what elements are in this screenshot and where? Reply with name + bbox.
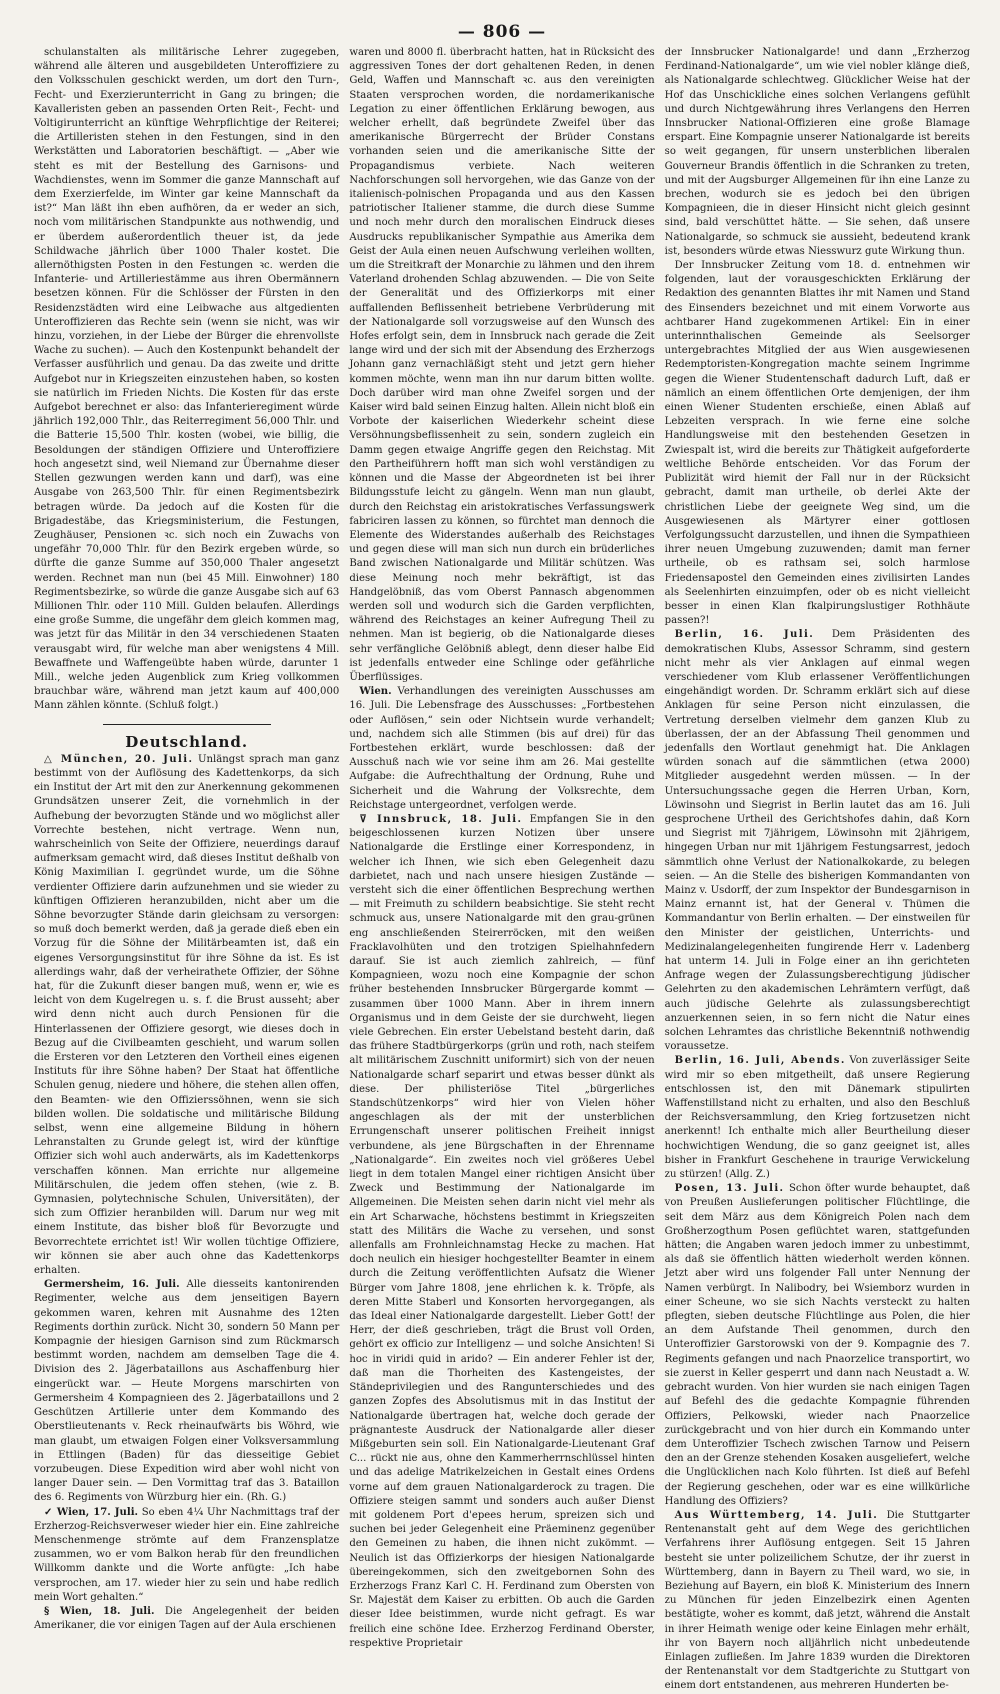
article-innsbruck: [349, 813, 654, 1651]
article-wuerttemberg-text: Die Stuttgarter Rentenanstalt geht auf dem Wege des gerichtlichen Verfahrens ihrer Auflösung entgegen. Seit 15 Jahren besteht sie unter polizeilichem Schutze, der ihr zuerst in Württemberg, dann in Bayern zu Theil ward, wo sie, in Beziehung auf Bayern, ein bloß K. Ministerium des Innern zu München für jeden Einzelbezirk einen Agenten bestätigte, woher es kommt, daß jetzt, während die Anstalt in ihrer Heimath wenige oder keine Einlagen mehr erhält, ihr von Bayern noch alljährlich nicht unbedeutende Einlagen zufließen. Im Jahre 1839 wurden die Direktoren der Rentenanstalt vor dem Stadtgerichte zu Stuttgart von einem dort entstandenen, aus mehreren Hunderten be-: [664, 1509, 970, 1692]
dateline-wuerttemberg: Aus Württemberg, 14. Juli.: [674, 1509, 879, 1521]
columns: [34, 46, 970, 1692]
dateline-berlin-1: Berlin, 16. Juli.: [674, 629, 815, 641]
dateline-wien-18: § Wien, 18. Juli.: [44, 1605, 155, 1617]
column-1: [34, 46, 340, 1632]
dateline-posen: Posen, 13. Juli.: [674, 1183, 785, 1195]
dateline-wien: Wien.: [359, 686, 392, 698]
article-innsbruck-continuation: der Innsbrucker Nationalgarde! und dann „Erzherzog Ferdinand-Nationalgarde“, um wie viel nobler klänge dieß, als Nationalgarde schlechtweg. Glücklicher Weise hat der Hof das Unschickliche eines solchen Verlangens gefühlt und durch Nichtgewährung ihres Verlangens den Herren Innsbrucker National-Offizieren eine große Blamage erspart. Eine Kompagnie unserer Nationalgarde ist bereits so weit gegangen, für unsern unsterblichen liberalen Gouverneur Brandis öffentlich in die Schranken zu treten, und mit der Augsburger Allgemeinen für ihn eine Lanze zu brechen, wodurch sie es jedoch bei den übrigen Kompagnieen, die in dieser Hinsicht nicht gleich gesinnt sind, bald verschüttet hätte. — Sie sehen, daß unsere Nationalgarde, so schmuck sie aussieht, bedeutend krank ist, besonders würde etwas Niesswurz gute Wirkung thun.: [664, 47, 970, 257]
article-innsbruck-text: Empfangen Sie in den beigeschlossenen kurzen Notizen über unsere Nationalgarde die Erstlinge einer Korrespondenz, in welcher ich Ihnen, wie sich eben Gelegenheit dazu darbietet, nach und nach unsere hiesigen Zustände — versteht sich die einer öffentlichen Besprechung werthen — mit Freimuth zu schildern beabsichtige. Sie steht recht schmuck aus, unsere Nationalgarde mit den grau-grünen eng anschließenden Steirerröcken, mit den weißen Fracklavolhüten und den trotzigen Spielhahnfedern darauf. Sie ist auch ziemlich zahlreich, — fünf Kompagnieen, wozu noch eine Kompagnie der schon früher bestehenden Innsbrucker Bürgergarde kommt — zusammen über 1000 Mann. Aber in ihrem innern Organismus und in dem Geiste der sie durchweht, liegen viele Gebrechen. Ein erster Uebelstand besteht darin, daß das frühere Stadtbürgerkorps (grün und roth, nach steifem alt militärischem Zuschnitt uniformirt) sich von der neuen Nationalgarde scharf separirt und etwas besser dünkt als diese. Der philisteriöse Titel „bürgerliches Standschützenkorps“ wird hier von Vielen höher angeschlagen als der mit der unsterblichen Errungenschaft unserer politischen Freiheit innigst verbundene, als jene Bürgschaften in der Ehrenname „Nationalgarde“. Ein zweites noch viel größeres Uebel liegt in dem totalen Mangel einer richtigen Ansicht über Zweck und Bestimmung der Nationalgarde im Allgemeinen. Die Meisten sehen darin nicht viel mehr als ein Art Scharwache, höchstens bestimmt in Kriegszeiten statt des Militärs die Wache zu versehen, und sonst allenfalls am Frohnleichnamstag Hecke zu machen. Hat doch neulich ein hiesiger hochgestellter Beamter in einem durch die Zeitung veröffentlichten Aufsatz die Wiener Bürger vom Jahre 1808, jene ehrlichen k. k. Tröpfe, als deren Mitte Staberl und Konsorten hervorgegangen, als das Ideal einer Nationalgarde dargestellt. Lieber Gott! der Herr, der dieß geschrieben, trägt die Brust voll Orden, gehört ex officio zur Intelligenz — und solche Ansichten! Si hoc in viridi quid in arido? — Ein anderer Fehler ist der, daß man die Thorheiten des Kastengeistes, der Ständeprivilegien und des Rangunterschiedes und des ganzen Zopfes des Absolutismus mit in das Institut der Nationalgarde übertragen hat, welche doch gerade der prägnanteste Ausdruck der Nationalgarde aller dieser Mißgeburten sein soll. Ein Nationalgarde-Lieutenant Graf C... rückt nie aus, ohne den Kammerherrnschlüssel hinten und das adelige Matrikelzeichen in Gestalt eines Ordens vorne auf dem grauen Nationalgarderock zu tragen. Die Offiziere steigen sammt und sonders auch außer Dienst mit goldenem Port d'epees herum, spreizen sich und suchen bei jeder Gelegenheit eine Präeminenz gegenüber den Gemeinen zu haben, die ihnen nicht zukömmt. — Neulich ist das Offizierkorps der hiesigen Nationalgarde übereingekommen, sich den zweitgebornen Sohn des Erzherzogs Franz Karl C. H. Ferdinand zum Obersten von Sr. Majestät dem Kaiser zu erbitten. Ob auch die Garden dieser Idee beistimmen, wurde nicht gefragt. Es war freilich eine schöne Idee. Erzherzog Ferdinand Oberster, respektive Proprietair: [349, 813, 655, 1649]
article-posen-text: Schon öfter wurde behauptet, daß von Preußen Auslieferungen politischer Flüchtlinge, die seit dem März aus dem Königreich Polen nach dem Großherzogthum Posen geflüchtet waren, stattgefunden hätten; die Angaben waren jedoch immer zu unbestimmt, als daß sie öffentlich hätten wiederholt werden können. Jetzt aber wird uns folgender Fall unter Nennung der Namen verbürgt. In Nalibodry, bei Wsiemborz wurden in einer Scheune, wo sie sich Nachts versteckt zu halten pflegten, sieben deutsche Flüchtlinge aus Polen, die hier an dem Aufstande Theil genommen, durch den Unteroffizier Garstorowski von der 9. Kompagnie des 7. Regiments gefangen und nach Pnaorzelice transportirt, wo sie zuerst in Keller gesperrt und dann nach Neustadt a. W. gebracht wurden. Von hier wurden sie nach einigen Tagen auf Befehl des die gedachte Kompagnie führenden Offiziers, Pelkowski, wieder nach Pnaorzelice zurückgebracht und von hier durch ein Kommando unter dem Unteroffizier Tschech zwischen Tarnow und Peisern den an der Grenze stehenden Kosaken ausgeliefert, welche die Unglücklichen nach Kolo führten. Ist dieß auf Befehl der Regierung geschehen, oder war es eine willkürliche Handlung des Offiziers?: [664, 1183, 970, 1507]
article-berlin-2-text: Von zuverlässiger Seite wird mir so eben mitgetheilt, daß unsere Regierung entschlossen ist, den mit Dänemark stipulirten Waffenstillstand nicht zu erhalten, und also den Beschluß der Reichsversammlung, den Krieg fortzusetzen nicht anerkennt! Ich enthalte mich aller Beurtheilung dieser hochwichtigen Wendung, die so ganz geeignet ist, alles bisher in Frankfurt Geschehene in traurige Verwickelung zu stürzen! (Allg. Z.): [664, 1055, 970, 1181]
column-3: [664, 46, 970, 1692]
article-wien-17-text: So eben 4¼ Uhr Nachmittags traf der Erzherzog-Reichsverweser wieder hier ein. Eine zahlreiche Menschenmenge strömte auf dem Franzensplatze zusammen, wo er vom Balkon herab für den freundlichen Willkomm dankte und die Worte anfügte: „Ich habe versprochen, am 17. wieder hier zu sein und habe redlich mein Wort gehalten.“: [34, 1506, 340, 1603]
article-wien-18: [34, 1605, 339, 1633]
dateline-innsbruck: ⊽ Innsbruck, 18. Juli.: [359, 813, 523, 825]
page-number: — 806 —: [457, 22, 547, 42]
article-innsbrucker-zeitung: Der Innsbrucker Zeitung vom 18. d. entnehmen wir folgenden, laut der vorausgeschickten Erklärung der Redaktion des genannten Blattes ihr mit Namen und Stand des Einsenders bezeichnet und mit einem Vorworte aus achtbarer Hand zugekommenen Artikel: Ein in einer unterinnthalischen Gemeinde als Seelsorger untergebrachtes Mitglied der aus Wien ausgewiesenen Redemptoristen-Kongregation machte seinem Ingrimme gegen die Wiener Studentenschaft dadurch Luft, daß er nämlich an einem öffentlichen Orte demjenigen, der ihm einen Wiener Studenten erschieße, einen Ablaß auf Lebzeiten versprach. In wie ferne eine solche Handlungsweise mit den bestehenden Gesetzen in Zwiespalt ist, wird die bereits zur Thätigkeit aufgeforderte weltliche Behörde entscheiden. Vor das Forum der Publizität wird hiemit der Fall nur in der Rücksicht gebracht, damit man urtheile, ob derlei Akte der christlichen Liebe der geeignete Weg sind, um die Ausgewiesenen als Märtyrer einer gottlosen Verfolgungssucht darzustellen, und ihnen die Sympathieen ihrer neuen Umgebung zuzuwenden; damit man ferner urtheile, ob es rathsam sei, solch harmlose Friedensapostel den Gemeinden eines zivilisirten Landes als Seelenhirten einzuimpfen, oder ob es nicht vielleicht besser in einen Klan fkalpirungslustiger Rothhäute passen?!: [664, 260, 970, 627]
article-muenchen: [34, 753, 339, 1279]
page-number-value: 806: [482, 22, 522, 42]
dateline-wien-17: ✓ Wien, 17. Juli.: [44, 1506, 139, 1518]
article-posen: [665, 1182, 970, 1509]
dateline-muenchen: △ München, 20. Juli.: [44, 753, 194, 765]
article-muenchen-text: Unlängst sprach man ganz bestimmt von der Auflösung des Kadettenkorps, da sich ein Institut der Art mit den zur Anerkennung gekommenen Grundsätzen unserer Zeit, die vornehmlich in der Aufhebung der bevorzugten Stände und wo möglichst aller Vorrechte bestehen, nicht vertrage. Wenn nun, wahrscheinlich von Seite der Offiziere, neuerdings darauf aufmerksam gemacht wird, daß dieses Institut deßhalb von König Maximilian I. gegründet wurde, um die Söhne verdienter Offiziere darin aufzunehmen und sie wieder zu künftigen Offizieren heranzubilden, nicht aber um die Söhne bevorzugter Stände darin gleichsam zu versorgen: so muß doch bemerkt werden, daß ja gerade dieß eben ein Vorzug für die Söhne der Militärbeamten ist, daß ein eigenes Versorgungsinstitut für ihre Söhne da ist. Es ist allerdings wahr, daß der verheirathete Offizier, der Söhne hat, für die Zukunft dieser bangen muß, wenn er, wie es leicht von dem Kugelregen u. s. f. die Brust ausseht; aber wird denn nicht auch durch Pensionen für die Hinterlassenen der Offiziere gesorgt, wie dieses doch in Bezug auf die Civilbeamten geschieht, und warum sollen die Ersteren vor den Letzteren den Vortheil eines eigenen Instituts für ihre Söhne haben? Der Staat hat öffentliche Schulen genug, niedere und höhere, die stehen allen offen, den Beamten- wie den Offizierssöhnen, wenn sie sich bilden wollen. Die soldatische und militärische Bildung selbst, wenn eine allgemeine Bildung in höhern Lehranstalten zu Grunde gelegt ist, wird der künftige Offizier sich wohl auch anderwärts, als im Kadettenkorps verschaffen können. Man errichte nur allgemeine Militärschulen, die jedem offen stehen, (wie z. B. Gymnasien, polytechnische Schulen, Universitäten), der sich zum Offizier heranbilden will. Darum nur weg mit einem Institute, das bisher bloß für Bevorzugte und Bevorrechtete errichtet ist! Wir wollen tüchtige Offiziere, wir können sie aber auch ohne das Kadettenkorps erhalten.: [34, 753, 340, 1277]
article-wien-continuation: waren und 8000 fl. überbracht hatten, hat in Rücksicht des aggressiven Tones der dort gehaltenen Reden, in denen Geld, Waffen und Mannschaft ꝛc. aus den vereinigten Staaten versprochen worden, die nordamerikanische Legation zu einer öffentlichen Erklärung bewogen, aus welcher erhellt, daß begründete Zweifel über das amerikanische Bürgerrecht der Brüder Constans vorhanden seien und die amerikanische Sitte der Propagandismus verbiete. Nach weiteren Nachforschungen soll hervorgehen, wie das Ganze von der italienisch-polnischen Propaganda und aus den Kassen patriotischer Italiener stamme, die durch diese Summe und noch mehr durch den moralischen Eindruck dieses Ausdrucks republikanischer Sympathie aus Amerika dem Geist der Aula einen neuen Aufschwung verleihen wollten, um die Streitkraft der Monarchie zu lähmen und den ihrem Vaterland drohenden Schlag abzuwenden. — Die von Seite der Generalität und des Offizierkorps mit einer auffallenden Beflissenheit betriebene Verbrüderung mit der Nationalgarde soll vorzugsweise auf den Wunsch des Hofes erfolgt sein, dem in Innsbruck nach gerade die Zeit lange wird und der sich mit der Absendung des Erzherzogs Johann ganz vernachläßigt steht und jetzt gern hieher kommen möchte, wenn man ihn nur darum bitten wollte. Doch darüber wird man ohne Zweifel sorgen und der Kaiser wird bald seinen Einzug halten. Allein nicht bloß ein Vorbote der kaiserlichen Wiederkehr scheint diese Versöhnungsbeflissenheit zu sein, sondern zugleich ein Damm gegen etwaige Angriffe gegen den Reichstag. Mit den Partheiführern hofft man sich wohl verständigen zu können und die Masse der Abgeordneten ist bei ihrer Bildungsstufe leicht zu gängeln. Wenn man nun glaubt, durch den Reichstag ein aristokratisches Verfassungswerk fabriciren lassen zu können, so fürchtet man dennoch die Elemente des Widerstandes außerhalb des Reichstages und gegen diese will man sich nun durch ein brüderliches Band zwischen Nationalgarde und Militär schützen. Was diese Meinung noch mehr bekräftigt, ist das Handgelöbniß, das vom Oberst Pannasch abgenommen werden soll und wodurch sich die Garden verpflichten, während des Reichstages an keiner Aufregung Theil zu nehmen. Man ist begierig, ob die Nationalgarde dieses sehr verfängliche Gelöbniß ablegt, denn dieser halbe Eid ist jedenfalls entweder eine Schlinge oder gefährliche Überflüssiges.: [349, 47, 655, 683]
article-germersheim-text: Alle diesseits kantonirenden Regimenter, welche aus dem jenseitigen Bayern gekommen waren, kehren mit Ausnahme des 12ten Regiments dorthin zurück. Nicht 30, sondern 50 Mann per Kompagnie der hiesigen Garnison sind zum Rückmarsch bestimmt worden, nachdem am demselben Tage die 4. Division des 2. Jägerbataillons aus Aschaffenburg hier eingerückt war. — Heute Morgens marschirten von Germersheim 4 Kompagnieen des 2. Jägerbataillons und 2 Geschützen Artillerie unter dem Kommando des Oberstlieutenants v. Reck rheinaufwärts bis Wöhrd, wie man glaubt, um etwaigen Folgen einer Volksversammlung in Ettlingen (Baden) für das diesseitige Gebiet vorzubeugen. Diese Expedition wird aber wohl nicht von langer Dauer sein. — Den Vormittag traf das 3. Bataillon des 6. Regiments von Würzburg hier ein. (Rh. G.): [34, 1279, 340, 1504]
article-wien-17: [34, 1506, 339, 1605]
article-berlin-1-text: Dem Präsidenten des demokratischen Klubs, Assessor Schramm, sind gestern nicht mehr als vier Anklagen auf einmal wegen verschiedener vom Klub erlassener Veröffentlichungen eingehändigt worden. Dr. Schramm erklärt sich auf diese Anklagen für seine Person nicht einzulassen, die Vertretung derselben vielmehr dem ganzen Klub zu überlassen, der an der Abfassung Theil genommen und jedenfalls den Wortlaut genehmigt hat. Die Anklagen würden sonach auf die sämmtlichen (etwa 2000) Mitglieder ausgedehnt werden müssen. — In der Untersuchungssache gegen die Herren Urban, Korn, Löwinsohn und Siegrist in Berlin lautet das am 16. Juli gesprochene Urtheil des Gerichtshofes dahin, daß Korn und Siegrist mit 7jährigem, Löwinsohn mit 2jährigem, hingegen Urban nur mit 1jährigem Festungsarrest, jedoch sämmtlich ohne Verlust der Nationalkokarde, zu belegen seien. — An die Stelle des bisherigen Kommandanten von Mainz v. Usdorff, der zum Inspektor der Bundesgarnison in Mainz ernannt ist, hat der General v. Thümen die Kommandantur von Berlin erhalten. — Der einstweilen für den Minister der geistlichen, Unterrichts- und Medizinalangelegenheiten fungirende Herr v. Ladenberg hat unterm 14. Juli in Folge einer an ihn gerichteten Anfrage wegen der Zulassungsberechtigung jüdischer Gelehrten zu den akademischen Lehrämtern verfügt, daß auch jüdische Gelehrte als zulassungsberechtigt anzuerkennen seien, in so fern nicht die Natur eines solchen Lehramtes das christliche Bekenntniß nothwendig voraussetze.: [664, 629, 970, 1053]
article-militia-continuation: schulanstalten als militärische Lehrer zugegeben, während alle älteren und ausgebildeten Unteroffiziere zu den Volksschulen geschickt werden, um dort den Turn-, Fecht- und Exerzierunterricht in Gang zu bringen; die Kavalleristen geben an passenden Orten Reit-, Fecht- und Voltigirunterricht an künftige Wehrpflichtige der Reiterei; die Artilleristen stehen in den Festungen, sind in den Werkstätten und Laboratorien beschäftigt. — „Aber wie steht es mit der Bestellung des Garnisons- und Wachdienstes, wenn im Sommer die ganze Mannschaft auf dem Exerzierfelde, im Winter gar keine Mannschaft da ist?“ Man läßt ihn eben aufhören, da er weder an sich, noch vom militärischen Standpunkte aus nothwendig, und er überdem außerordentlich theuer ist, da jede Schildwache jährlich über 1000 Thaler kostet. Die allernöthigsten Posten in den Festungen ꝛc. werden die Infanterie- und Artilleriestämme aus ihren Obermännern besetzen können. Für die Schlösser der Fürsten in den Residenzstädten wird eine Leibwache aus altgedienten Unteroffizieren das Rechte sein (wenn sie nicht, was wir hinzu, vorziehen, in der Liebe der Bürger die ehrenvollste Wache zu suchen). — Auch den Kostenpunkt behandelt der Verfasser ausführlich und genau. Da das zweite und dritte Aufgebot nur in Kriegszeiten einzustehen haben, so kosten sie natürlich im Frieden Nichts. Die Kosten für das erste Aufgebot berechnet er also: das Infanterieregiment würde jährlich 192,000 Thlr., das Reiterregiment 56,000 Thlr. und die Batterie 15,500 Thlr. kosten (wobei, wie billig, die Besoldungen der ständigen Offiziere und Unteroffiziere hoch angesetzt sind, weil Niemand zur Übernahme dieser Stellen gezwungen werden kann und darf), was eine Ausgabe von 263,500 Thlr. für einen Regimentsbezirk betragen würde. Da jedoch auf die Kosten für die Brigadestäbe, das Kriegsministerium, die Festungen, Zeughäuser, Pensionen ꝛc. sich noch ein Zuwachs von ungefähr 70,000 Thlr. für den Bezirk ergeben würde, so dürfte die ganze Summe auf 350,000 Thaler angesetzt werden. Rechnet man nun (bei 45 Mill. Einwohner) 180 Regimentsbezirke, so würde die ganze Ausgabe sich auf 63 Millionen Thlr. oder 110 Mill. Gulden belaufen. Allerdings eine große Summe, die ungefähr dem gleich kommen mag, was jetzt für das Militär in den 34 verschiedenen Staaten verausgabt wird, für welche man aber wenigstens 4 Mill. Bewaffnete und Waffengeübte haben würde, darunter 1 Mill., welche jeden Augenblick zum Krieg vollkommen brauchbar wäre, während man jetzt kaum auf 400,000 Mann zählen könnte. (Schluß folgt.): [34, 47, 340, 712]
column-2: [349, 46, 655, 1649]
article-wien-committee-text: Verhandlungen des vereinigten Ausschusses am 16. Juli. Die Lebensfrage des Ausschusses: „Fortbestehen oder Auflösen,“ sein oder Nichtsein wurde verhandelt; und, nachdem sich alle Stimmen (bis auf drei) für das Fortbestehen erklärt, wurde beschlossen: daß der Ausschuß nach wie vor seine ihm am 26. Mai gestellte Aufgabe: die Aufrechthaltung der Ordnung, Ruhe und Sicherheit und die Wahrung der Volksrechte, dem Reichstage untergeordnet, verfolgen werde.: [349, 686, 655, 811]
article-wien-committee: [349, 685, 654, 813]
article-berlin-1: [665, 628, 970, 1054]
article-berlin-2: [665, 1054, 970, 1182]
article-wien-18-text: Die Angelegenheit der beiden Amerikaner, die vor einigen Tagen auf der Aula erschienen: [34, 1605, 340, 1632]
article-wuerttemberg: [665, 1509, 970, 1694]
dateline-berlin-2: Berlin, 16. Juli, Abends.: [674, 1055, 846, 1067]
divider: [103, 724, 271, 725]
article-germersheim: [34, 1278, 339, 1505]
section-heading: Deutschland.: [125, 732, 249, 751]
dateline-germersheim: Germersheim, 16. Juli.: [44, 1279, 180, 1291]
